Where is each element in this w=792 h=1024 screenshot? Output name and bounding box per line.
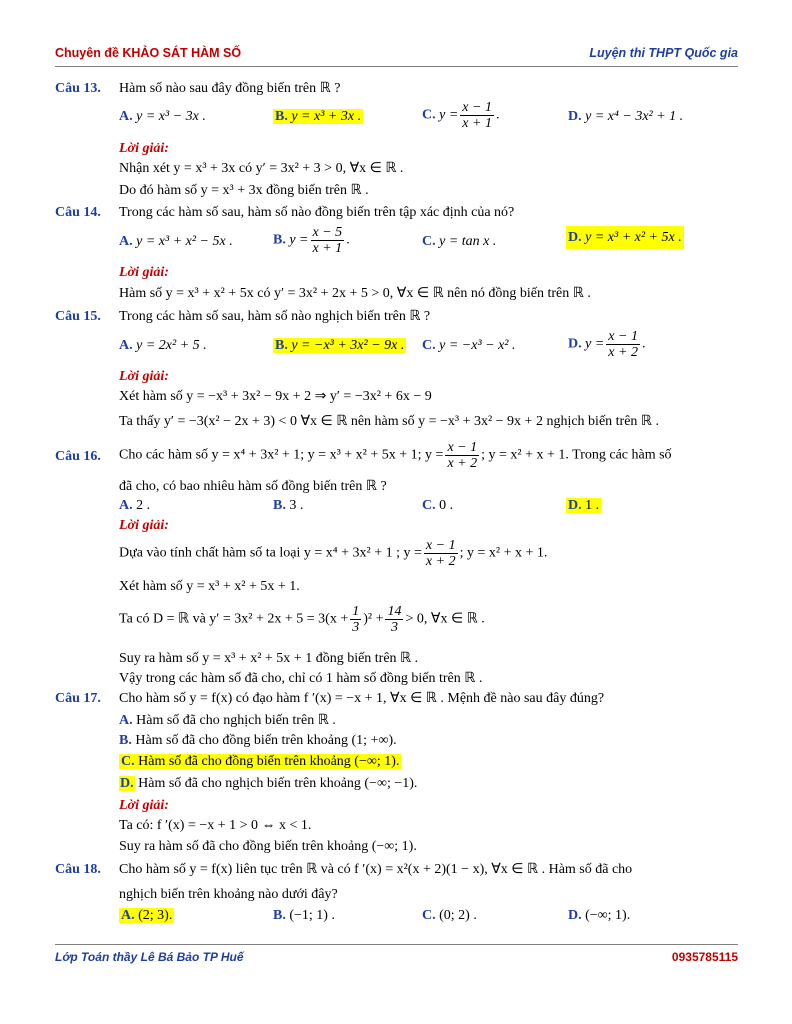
option-c: C. Hàm số đã cho đồng biến trên khoảng (−∞; 1). <box>121 754 400 769</box>
solution-line: Dựa vào tính chất hàm số ta loại y = x⁴ + 3x² + 1 ; y = $\frac{x - 1}{x + 2}$ ; y = x² + x + 1. <box>119 538 548 569</box>
solution-label: Lời giải: <box>119 265 169 280</box>
question-number: Câu 14. <box>55 205 101 220</box>
option-c: C. y = $\frac{x - 1}{x + 1}$ . <box>422 100 500 131</box>
option-d: D. y = $\frac{x - 1}{x + 2}$ . <box>568 329 646 360</box>
question-number: Câu 15. <box>55 309 101 324</box>
solution-line: Ta có D = ℝ và y′ = 3x² + 2x + 5 = 3(x + $\frac{1}{3}$ )² + $\frac{14}{3}$ > 0, ∀x ∈ ℝ . <box>119 604 485 635</box>
option-d: D. y = x⁴ − 3x² + 1 . <box>568 109 684 124</box>
question-number: Câu 17. <box>55 691 101 706</box>
footer-phone: 0935785115 <box>671 950 738 964</box>
page-header <box>55 46 738 64</box>
question-number: Câu 16. <box>55 449 101 464</box>
page-footer <box>55 950 738 968</box>
solution-line: Ta thấy y′ = −3(x² − 2x + 3) < 0 ∀x ∈ ℝ nên hàm số y = −x³ + 3x² − 9x + 2 nghịch biến trên ℝ . <box>119 414 660 429</box>
solution-line: Suy ra hàm số y = x³ + x² + 5x + 1 đồng biến trên ℝ . <box>119 651 419 666</box>
question-text: nghịch biến trên khoảng nào dưới đây? <box>119 887 338 902</box>
option-d: D. (−∞; 1). <box>568 908 631 923</box>
option-a: A. 2 . <box>119 498 151 513</box>
option-c: C. (0; 2) . <box>422 908 477 923</box>
solution-line: Hàm số y = x³ + x² + 5x có y′ = 3x² + 2x + 5 > 0, ∀x ∈ ℝ nên nó đồng biến trên ℝ . <box>119 286 591 301</box>
option-b: B. (−1; 1) . <box>273 908 335 923</box>
question-text: Cho hàm số y = f(x) có đạo hàm f ′(x) = −x + 1, ∀x ∈ ℝ . Mệnh đề nào sau đây đúng? <box>119 691 605 706</box>
header-left: Chuyên đề KHẢO SÁT HÀM SỐ <box>55 46 242 60</box>
option-d: D. Hàm số đã cho nghịch biến trên khoảng (−∞; −1). <box>120 776 418 791</box>
question-text: Trong các hàm số sau, hàm số nào nghịch biến trên ℝ ? <box>119 309 431 324</box>
header-right: Luyện thi THPT Quốc gia <box>589 46 738 60</box>
option-c: C. y = −x³ − x² . <box>422 338 516 353</box>
option-b: B. 3 . <box>273 498 304 513</box>
solution-label: Lời giải: <box>119 798 169 813</box>
option-b: B. y = x³ + 3x . <box>275 109 362 124</box>
option-b: B. y = $\frac{x - 5}{x + 1}$ . <box>273 225 350 256</box>
solution-label: Lời giải: <box>119 369 169 384</box>
footer-rule <box>55 944 738 945</box>
option-a: A. y = x³ + x² − 5x . <box>119 234 233 249</box>
question-text: Hàm số nào sau đây đồng biến trên ℝ ? <box>119 81 341 96</box>
footer-left: Lớp Toán thầy Lê Bá Bảo TP Huế <box>55 950 244 964</box>
question-number: Câu 18. <box>55 862 101 877</box>
option-c: C. y = tan x . <box>422 234 497 249</box>
option-a: A. Hàm số đã cho nghịch biến trên ℝ . <box>119 713 336 728</box>
solution-line: Ta có: f ′(x) = −x + 1 > 0 ⇔ x < 1. <box>119 818 312 833</box>
solution-line: Xét hàm số y = −x³ + 3x² − 9x + 2 ⇒ y′ = −3x² + 6x − 9 <box>119 389 432 404</box>
solution-label: Lời giải: <box>119 518 169 533</box>
solution-line: Vậy trong các hàm số đã cho, chỉ có 1 hàm số đồng biến trên ℝ . <box>119 671 483 686</box>
option-c: C. 0 . <box>422 498 454 513</box>
question-text: Trong các hàm số sau, hàm số nào đồng biến trên tập xác định của nó? <box>119 205 515 220</box>
option-a: A. y = x³ − 3x . <box>119 109 206 124</box>
option-d: D. 1 . <box>568 498 600 513</box>
solution-line: Do đó hàm số y = x³ + 3x đồng biến trên ℝ . <box>119 183 369 198</box>
question-text: Cho hàm số y = f(x) liên tục trên ℝ và có f ′(x) = x²(x + 2)(1 − x), ∀x ∈ ℝ . Hàm số đã cho <box>119 862 633 877</box>
option-a: A. (2; 3). <box>121 908 173 923</box>
option-a: A. y = 2x² + 5 . <box>119 338 207 353</box>
solution-line: Xét hàm số y = x³ + x² + 5x + 1. <box>119 579 300 594</box>
header-rule <box>55 66 738 67</box>
question-number: Câu 13. <box>55 81 101 96</box>
option-b: B. Hàm số đã cho đồng biến trên khoảng (1; +∞). <box>119 733 397 748</box>
solution-line: Nhận xét y = x³ + 3x có y′ = 3x² + 3 > 0, ∀x ∈ ℝ . <box>119 161 404 176</box>
solution-line: Suy ra hàm số đã cho đồng biến trên khoảng (−∞; 1). <box>119 839 417 854</box>
solution-label: Lời giải: <box>119 141 169 156</box>
question-text: đã cho, có bao nhiêu hàm số đồng biến trên ℝ ? <box>119 479 387 494</box>
option-b: B. y = −x³ + 3x² − 9x . <box>275 338 405 353</box>
question-text: Cho các hàm số y = x⁴ + 3x² + 1; y = x³ + x² + 5x + 1; y = $\frac{x - 1}{x + 2}$ ; y = x² + x + 1. Trong các hàm số <box>119 440 672 471</box>
option-d: D. y = x³ + x² + 5x . <box>566 229 684 247</box>
